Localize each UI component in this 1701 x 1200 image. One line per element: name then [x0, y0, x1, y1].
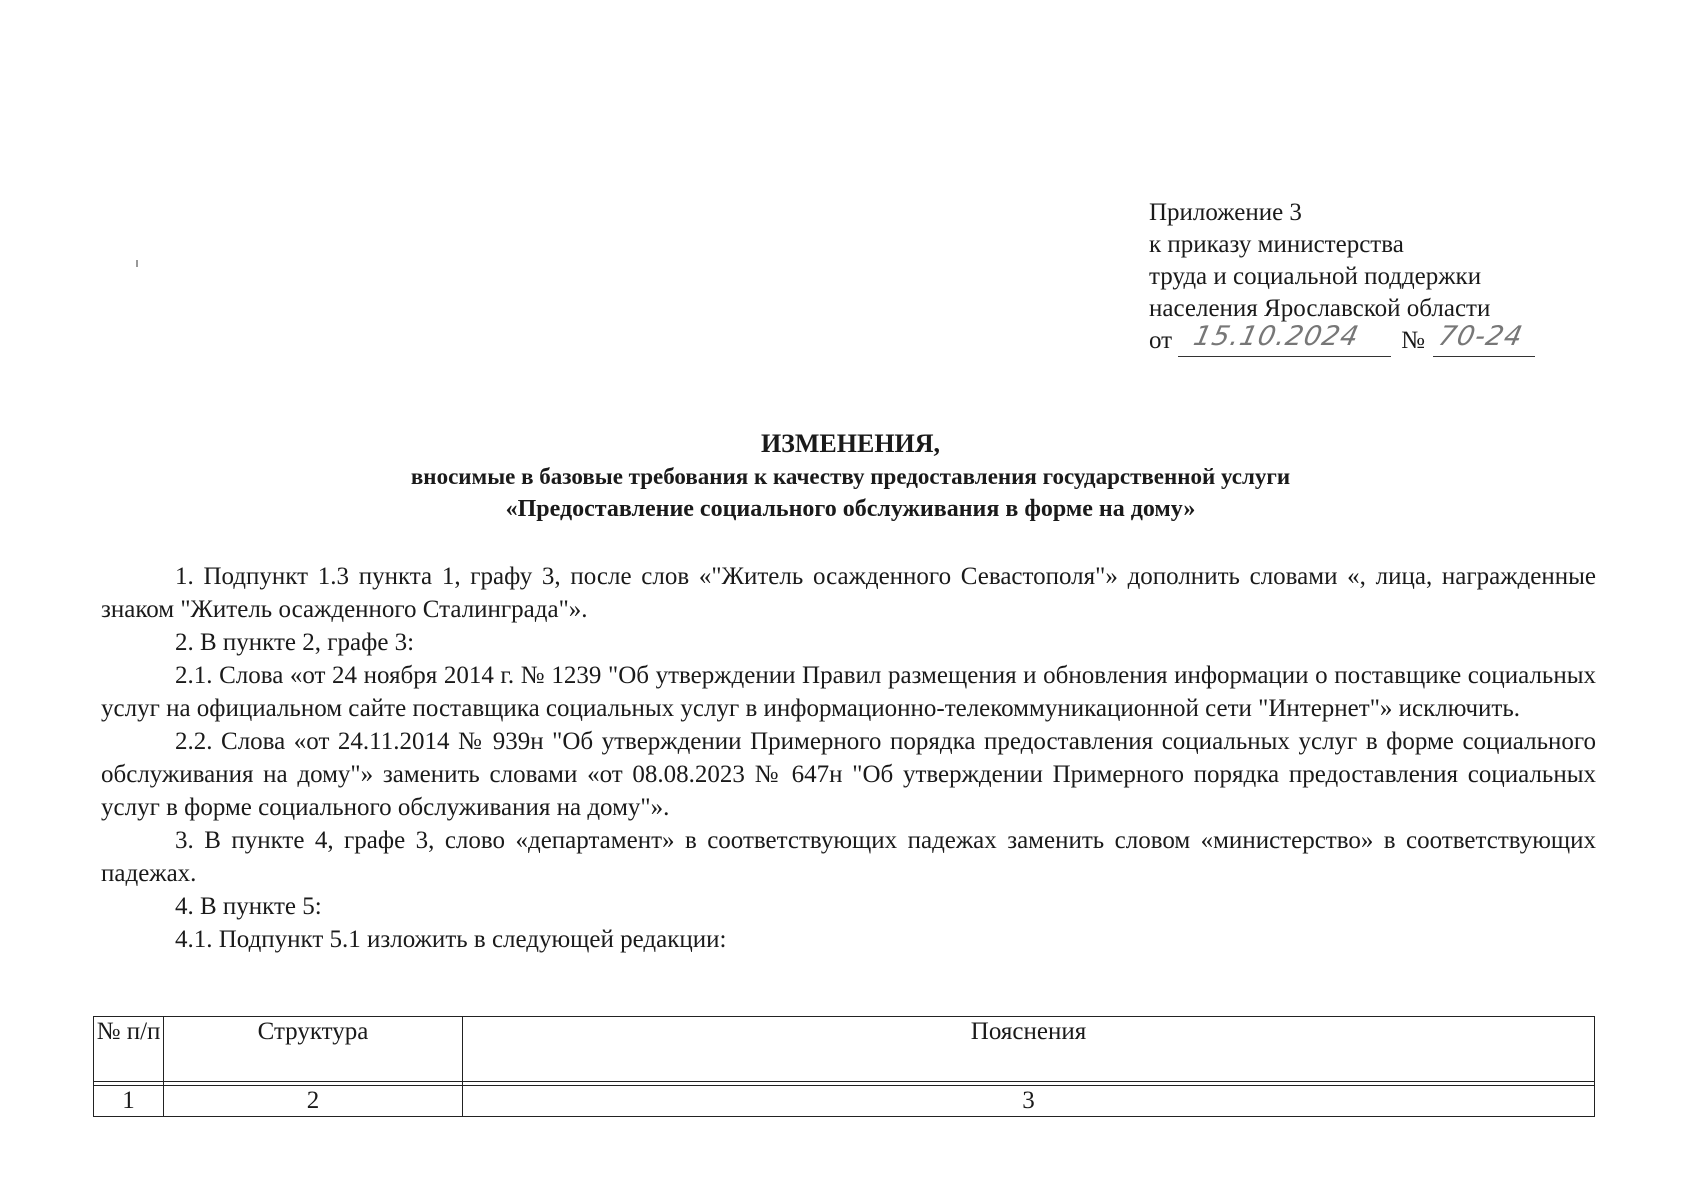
annex-line-1: Приложение 3	[1149, 199, 1302, 226]
column-number-1: 1	[94, 1086, 164, 1117]
header-number: № п/п	[94, 1017, 164, 1082]
date-blank	[1178, 321, 1391, 357]
annex-line-4: населения Ярославской области	[1149, 295, 1491, 322]
document-title: ИЗМЕНЕНИЯ,	[760, 429, 941, 458]
paragraph-2-1: 2.1. Слова «от 24 ноября 2014 г. № 1239 "Об утверждении Правил размещения и обновления информации о поставщике социальных услуг на официальном сайте поставщика социальных услуг в информационно-телекоммуникационной сети "Интернет"» исключить.	[101, 662, 1596, 722]
annex-date-line	[1149, 321, 1535, 357]
annex-line-2: к приказу министерства	[1149, 231, 1404, 258]
paragraph-2-2: 2.2. Слова «от 24.11.2014 № 939н "Об утверждении Примерного порядка предоставления социальных услуг в форме социального обслуживания на дому"» заменить словами «от 08.08.2023 № 647н "Об утверждении Примерного порядка предоставления социальных услуг в форме социального обслуживания на дому"».	[101, 728, 1596, 821]
from-label: от	[1149, 327, 1173, 354]
paragraph-4: 4. В пункте 5:	[175, 893, 322, 920]
annex-header	[1149, 197, 1535, 357]
paragraph-2: 2. В пункте 2, графе 3:	[175, 629, 415, 656]
handwritten-number: 70-24	[1435, 321, 1526, 352]
handwritten-date: 15.10.2024	[1190, 321, 1363, 352]
number-label: №	[1401, 327, 1425, 354]
table-header-row	[94, 1017, 1595, 1082]
annex-line-3: труда и социальной поддержки	[1149, 263, 1482, 290]
service-name: «Предоставление социального обслуживания в форме на дому»	[505, 496, 1196, 522]
paragraph-3: 3. В пункте 4, графе 3, слово «департамент» в соответствующих падежах заменить словом «министерство» в соответствующих падежах.	[101, 827, 1596, 887]
column-number-2: 2	[164, 1086, 463, 1117]
header-explanations: Пояснения	[463, 1017, 1595, 1082]
number-blank	[1433, 321, 1535, 357]
paragraph-1: 1. Подпункт 1.3 пункта 1, графу 3, после слов «"Житель осажденного Севастополя"» дополнить словами «, лица, награжденные знаком "Житель осажденного Сталинграда"».	[101, 563, 1596, 623]
document-body	[101, 560, 1596, 956]
table-column-numbers-row	[94, 1086, 1595, 1117]
column-number-3: 3	[463, 1086, 1595, 1117]
header-structure: Структура	[164, 1017, 463, 1082]
document-subtitle: вносимые в базовые требования к качеству предоставления государственной услуги	[410, 464, 1291, 489]
paragraph-4-1: 4.1. Подпункт 5.1 изложить в следующей редакции:	[175, 926, 727, 953]
requirements-table	[93, 1016, 1595, 1117]
scan-speck	[136, 260, 138, 267]
